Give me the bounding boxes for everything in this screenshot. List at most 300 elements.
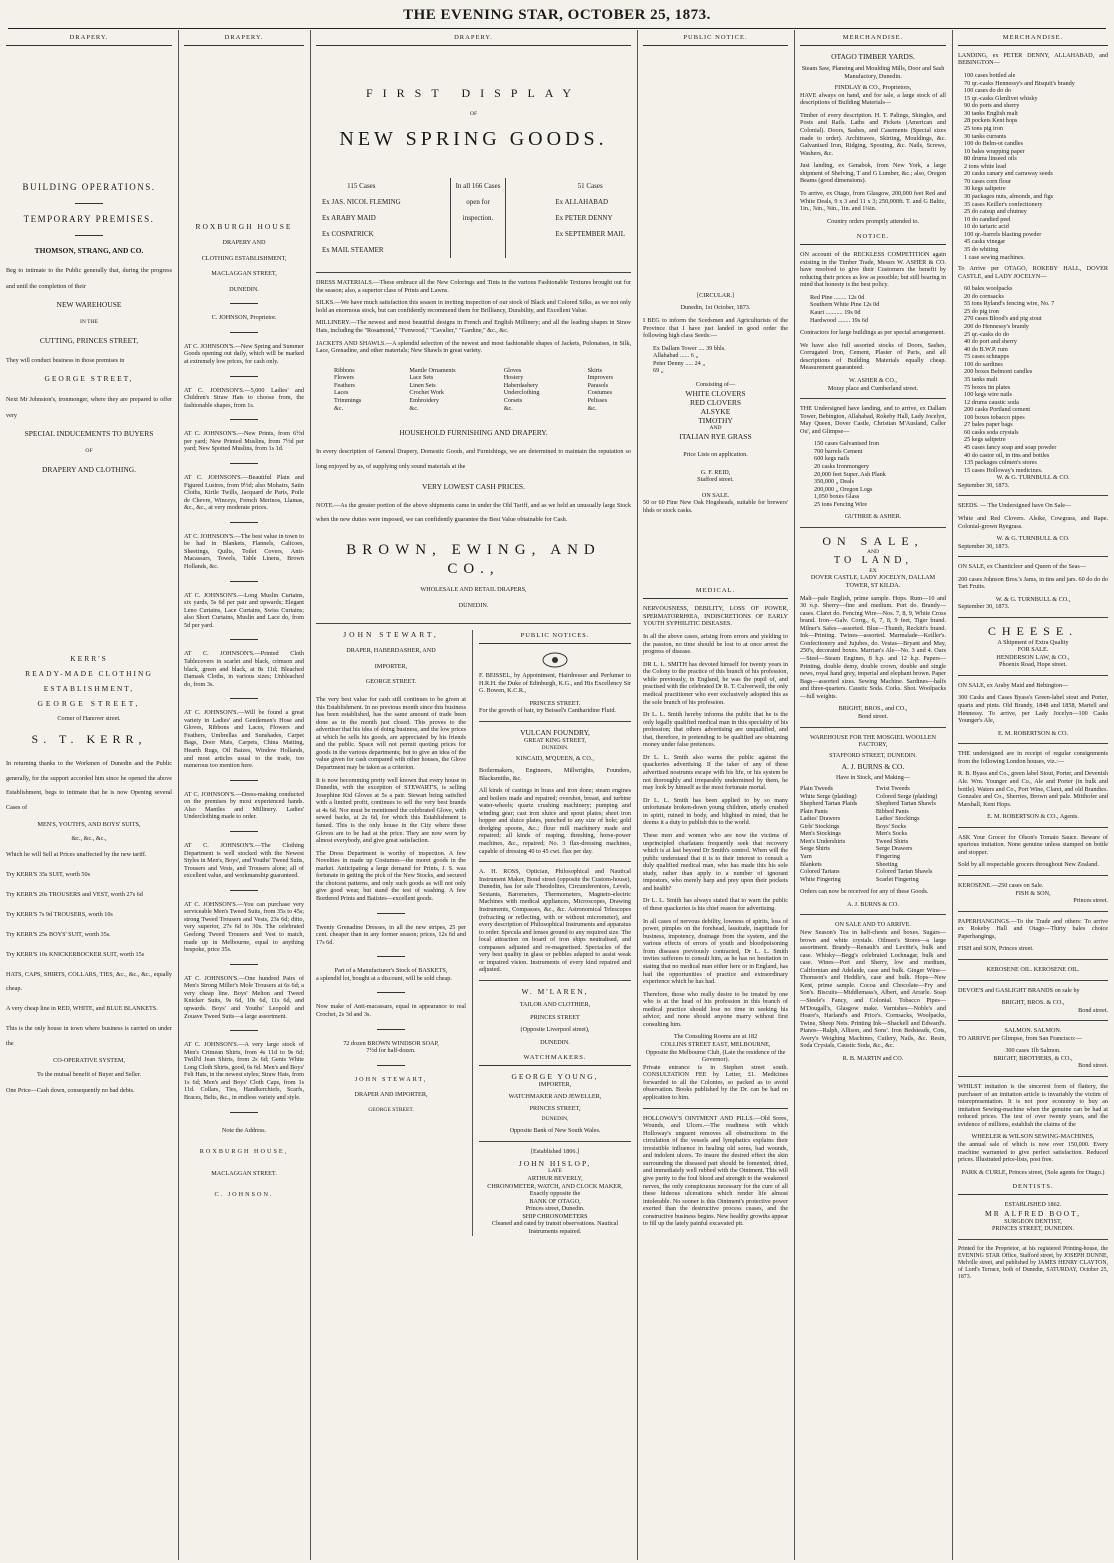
ad-text: Next Mr Johnston's, ironmonger, where they are prepared to offer very <box>6 395 172 419</box>
column-header: DRAPERY. <box>184 32 304 46</box>
firm-name: R. B. MARTIN and CO. <box>842 1054 904 1062</box>
ad-text: AT C. JOHNSON'S.—New Prints, from 6½d per yard; New Printed Muslins, from 7½d per yard; New Spotted Muslins, from 1s 1d. <box>184 430 304 453</box>
ad-text: HAVE always on hand, and for sale, a large stock of all descriptions of Building Materials— <box>800 91 946 107</box>
ad-text: AT C. JOHNSON'S.—One hundred Pairs of Men's Strong Miller's Mole Trousers at 6s 6d; a very cheap line. Boys' Melton and Tweed Knicker Suits, 9s 6d, 10s 6d, 11s 6d, and upwards. Boys' and Youths' Leopold and Zouave Tweed Suits—a large assortment. <box>184 974 304 1020</box>
divider <box>479 721 631 722</box>
ad-text: AT C. JOHNSON'S.—Beautiful Plain and Figured Lustres, from 9½d; also Mohairs, Satin Cloths, Kirtle Twills, Jacquard de Paris, Poile de Chevre, Winceys, French Merinos, Llamas, &c., &c., at very moderate prices. <box>184 473 304 512</box>
ad-text: MILLINERY.—The newest and most beautiful designs in French and English Millinery; and all the leading shapes in Straw Hats, including the "Rosamond," "Fenwood," "Cavalier," "Gardine," &c., &c. <box>316 319 631 335</box>
firm-name: WHEELER & WILSON SEWING-MACHINES, <box>971 1133 1095 1141</box>
ad-heading: LANDING, ex PETER DENNY, ALLAHABAD, and BEBINGTON— <box>958 51 1108 67</box>
woollen-list-col: Twist Tweeds Colored Serge (plaiding) Shepherd Tartan Shawls Bibbed Pants Ladies' Stockings Boys' Socks Men's Socks Tweed Shirts Serge Drawers Fingering Sheeting Colored Tartan Shawls Scarlet Fingering <box>875 784 938 883</box>
divider <box>958 1239 1108 1240</box>
ad-text: Bond street. <box>858 712 888 720</box>
ad-text: SURGEON DENTIST, <box>1004 1217 1062 1225</box>
column-4 <box>643 32 788 1558</box>
ad-text: Opposite the Melbourne Club, (Late the residence of the Governor). <box>645 1048 786 1064</box>
ad-heading: To Arrive per OTAGO, ROKEBY HALL, DOVER CASTLE, and LADY JOCELYN— <box>958 265 1108 280</box>
ad-text: Opposite Bank of New South Wales. <box>509 1126 601 1134</box>
firm-name: W. & G. TURNBULL & CO. <box>996 474 1070 482</box>
firm-name: W. M'LAREN, <box>521 987 589 997</box>
seed-list: Ex Dallam Tower .... 39 bhls. Allahabad ...... 6 „ Peter Denny ..... 24 „ 69 „ <box>653 344 726 375</box>
divider <box>230 419 258 420</box>
ad-heading: KEROSENE OIL. KEROSENE OIL. <box>986 965 1080 973</box>
divider <box>958 980 1108 981</box>
firm-name: BRIGHT, BROS., and CO., <box>838 705 908 713</box>
ad-text: AT C. JOHNSON'S.—Printed Cloth Tablecovers in scarlet and black, crimson and black, green and black, at 8s 11d; Bleached Damask Cloths, in various sizes; Unbleached do, from 3s. <box>184 650 304 688</box>
ad-text: Bond street. <box>1078 1006 1108 1014</box>
divider <box>230 303 258 304</box>
firm-name: W. & G. TURNBULL & CO. <box>996 535 1070 543</box>
firm-name: GUTHRIE & ASHER. <box>844 513 902 521</box>
divider <box>230 332 258 333</box>
ad-heading: TEMPORARY PREMISES. <box>23 213 155 224</box>
divider <box>377 913 405 914</box>
divider <box>230 1030 258 1031</box>
divider <box>75 235 103 236</box>
ad-text: STAFFORD STREET, DUNEDIN. <box>829 751 917 759</box>
ad-text: DRAPERY AND CLOTHING. <box>41 464 137 474</box>
ad-text: R. B. Byass and Co., green label Stout, Porter, and Devenish Ale. Wm. Younger and Co., Ale and Porter (in bulk and bottle). Waters and Co., Port Wine, Claret, and old Brandies. Gonzalez and Co., Sherries, Brown and pale. Mitthofer and Marshall, Kent Hops. <box>958 770 1108 808</box>
ad-text: DUNEDIN. <box>540 1038 570 1046</box>
ad-text: RED CLOVERS <box>689 397 742 407</box>
divider <box>230 639 258 640</box>
divider <box>230 831 258 832</box>
ad-text: AT C. JOHNSON'S.—You can purchase very serviceable Men's Tweed Suits, from 35s to 45s; strong Tweed Trousers and Vests, 23s 6d; ditto, very superior, 27s 6d to 30s. The celebrated Geelong Tweed Trousers and Vest to match, made up in Melbourne, equal to anything bespoke, price 35s. <box>184 900 304 954</box>
firm-name: BRIGHT, BROS. & CO., <box>1001 999 1065 1007</box>
divider <box>230 964 258 965</box>
ad-text: AT C. JOHNSON'S.—The best value in town to be had in Blankets, Flannels, Calicoes, Sheetings, Quilts, Toilet Covers, Anti-Macassars, Towels, Table Linens, Brown Hollands, &c. <box>184 532 304 570</box>
ad-text: Moray place and Cumberland street. <box>827 384 919 392</box>
ad-text: Phoenix Road, Hope street. <box>999 661 1067 669</box>
ad-text: In returning thanks to the Workmen of Dunedin and the Public generally, for the support accorded him since he opened the above Establishment, begs to intimate that he is now Opening several Cases of <box>6 759 172 812</box>
column-header: MERCHANDISE. <box>800 32 946 46</box>
ad-text: In all the above cases, arising from errors and yielding to the passion, no time should be lost to at once arrest the progress of disease. <box>643 633 788 656</box>
ad-text: Consisting of— <box>695 380 736 388</box>
divider <box>316 623 631 624</box>
ad-text: A Shipment of Extra Quality <box>997 638 1069 646</box>
ad-text: 72 dozen BROWN WINDSOR SOAP, <box>343 1039 439 1047</box>
ad-text: Bond street. <box>1078 1062 1108 1070</box>
ad-text: Try KERR'S 7s 9d TROUSERS, worth 10s <box>6 910 113 918</box>
divider <box>230 376 258 377</box>
ad-text: [CIRCULAR.] <box>697 291 734 299</box>
column-rule <box>952 30 953 1560</box>
public-notices <box>479 630 631 1235</box>
ad-text: Note the Address. <box>221 1126 267 1134</box>
ad-text: TIMOTHY <box>698 415 733 425</box>
ad-heading: WAREHOUSE FOR THE MOSGIEL WOOLLEN FACTORY, <box>809 733 937 749</box>
column-5 <box>800 32 946 1558</box>
goods-list: 100 cases bottled ale 70 qr.-casks Hennessy's and Bisquit's brandy 100 cases do do do 15 qr.-casks Glenlivet whisky 90 do ports and sherry 30 tanks English malt 28 pockets Kent hops 25 tons pig iron 30 tanks currants 100 do Belm-ot candles 10 bales wrapping paper 80 drums linseed oils 2 tons white lead 20 casks canary and carraway seeds 70 cases corn flour 30 kegs saltpetre 30 packages nuts, almonds, and figs 35 cases Keiller's confectionery 25 do catsup and chutney 10 do candied peel 10 do tartaric acid 100 qr.-barrels blasting powder 45 casks vinegar 35 do whiting 1 case sewing machines. <box>964 72 1075 261</box>
ad-text: Twenty Grenadine Dresses, in all the new stripes, 25 per cent. cheaper than in any former season; prices, 12s 6d and 17s 6d. <box>316 923 466 946</box>
ad-text: DRAPER AND IMPORTER, <box>354 1091 428 1099</box>
divider <box>958 959 1108 960</box>
shipment-line: Ex MAIL STEAMER <box>322 246 384 255</box>
ad-text: In every description of General Drapery, Domestic Goods, and Furnishings, we are determined to maintain the reputation so long enjoyed by us, of supplying only sound materials at the <box>316 448 631 470</box>
ad-text: ROXBURGH HOUSE, <box>199 1148 289 1156</box>
ad-text: TAILOR AND CLOTHIER, <box>519 1001 591 1009</box>
firm-name: ROXBURGH HOUSE <box>195 221 293 231</box>
ad-text: G. F. REID, <box>700 468 731 476</box>
ad-text: GEORGE STREET, <box>44 374 134 384</box>
ad-text: Boilermakers, Engineers, Millwrights, Founders, Blacksmiths, &c. <box>479 766 631 782</box>
ad-text: DUNEDIN. <box>229 285 259 293</box>
firm-name: W. ASHER & CO., <box>849 376 897 384</box>
ad-text: Malt—pale English, prime sample. Hops. Rum—10 and 30 o.p. Sherry—fine and medium. Port do. Brandy—cases. Claret do. Fencing Wire—Nos. 7, 8, 9, White Cross brand. Iron—Galv. Corrg., 6, 7, 8, 9 feet, Tiger brand. Milner's Safes—assorted. Blue—Thumb, Reckitt's brand. Ink—Printing. Twines—assorted. Marmalade—Keiller's. Confectionery and Jujubes, do. Vestas—Bryant and May, 250's, decorated boxes. Marrian's Ale—No. 3 and 4. Oars—Steel—Steam Engines, 8 h.p. and 12 h.p. Papers—Printing, double demy, double crown, double and single news, royal hand grey, imperial and elephant brown. Paper Bags—assorted sizes. Sewing Machine. Sardines—halfs and three-quarters. Caustic Soda. Corks. Shot. Woolpacks—full weights. <box>800 594 946 700</box>
ad-text: FINDLAY & CO., Proprietors, <box>834 84 912 92</box>
ad-text: Princes street, Dunedin. <box>525 1205 585 1213</box>
ad-text: Try KERR'S 25s BOYS' SUIT, worth 35s. <box>6 930 111 938</box>
ad-heading: ON SALE, <box>822 533 924 548</box>
ad-heading: KERR'S <box>70 653 108 663</box>
firm-name: HENDERSON LAW, & CO., <box>996 653 1070 661</box>
ad-text: NOTE.—As the greater portion of the above shipments came in under the Old Tariff, and as we held an unusually large Stock when the new duties were imposed, we can confidently guarantee the Best Value obtainable for Cash. <box>316 501 631 524</box>
ad-text: the annual sale of which is now over 150,000. Every machine warranted to give perfect satisfaction. Reduced prices. Illustrated price-lists, post free. <box>958 1140 1108 1164</box>
ad-text: 7½d for half-dozen. <box>366 1047 416 1055</box>
firm-name: S. T. KERR, <box>31 732 147 747</box>
ad-text: A very cheap line in RED, WHITE, and BLUE BLANKETS. <box>6 1005 158 1013</box>
ad-text: Dr L. L. Smith hereby informs the public that he is the only legally qualified medical man in this speciality of his profession; that others advertising are unqualified, and that, therefore, in pretending to be qualified are obtaining money under false pretences. <box>643 711 788 749</box>
ad-text: DRAPERY AND <box>222 239 266 247</box>
ad-text: Now make of Anti-macassars, equal in appearance to real Crochet, 2s 3d and 3s. <box>316 1003 466 1018</box>
divider <box>958 617 1108 618</box>
divider <box>377 992 405 993</box>
ad-text: IN THE <box>79 319 99 326</box>
ad-heading: GEORGE STREET, <box>37 699 141 709</box>
ad-text: HOLLOWAY'S OINTMENT AND PILLS.—Old Sores, Wounds, and Ulcers.—The readiness with which Holloway's unguent removes all obstructions in the circulation of the vessels and lymphatics explains their irresistible influence in healing old sores, bad wounds, and indolent ulcers. To insure the desired effect the skin surrounding the diseased part should be fomented, dried, and immediately well rubbed with the Ointment. This will give purity to the foul blood and strength to the weakened nerves, the only conspicuous necessary for the cure of all these hideous ulcerations which render life almost intolerable. No sooner is this Ointment's protective power exerted than the destructive process ceases, and the constructive business begins. New healthy growths appear to fill up the lately painful excavated pit. <box>643 1114 788 1228</box>
ad-text: Corner of Hanover street. <box>57 714 121 722</box>
ad-text: Exactly opposite the <box>529 1190 581 1198</box>
ad-heading: DEVOE'S and GASLIGHT BRANDS on sale by <box>958 986 1080 994</box>
ad-text: Sold by all respectable grocers throughout New Zealand. <box>958 861 1099 869</box>
ad-text: Part of a Manufacturer's Stock of BASKETS, <box>334 967 448 975</box>
ad-text: PAPERHANGINGS.—To the Trade and others: To arrive ex Rokeby Hall and Otago—Thirty bales choice Paperhangings, <box>958 917 1108 940</box>
ad-text: New Season's Tea in half-chests and boxes. Sugars—brown and white crystals. Oilmen's Stores—a large assortment. Brandy—Renault's and Levitte's, bulk and case. Whisky—Begg's celebrated Lochnagar, bulk and case. Wines—Port and Sherry, low and medium, Californian and Adelaide, case and bulk. Ginger Wine—Thomson's and Heddle's, case and bulk. Hops—New Kent, prime sample. Cocoa and Chocolate—Fry and Son's. Biscuits—Middlemass's, Albert, and Arrarle. Soap—Steele's Fancy, and Colonial. Tobacco Pipes—M'Dougall's, Glasgow make. Varnishes—Noble's and Hoare's, Harland's and Price's. Cornsacks, Woolpacks, Twine, Sheep Nets. Printing Ink—Shackell and Edward's. Pianos—Ralph, Allison, and Sons'. Iron Bedsteads, Cots, Avery's Weighing Machines, Cutlery, Nails, &c. Resin, Soda Crystals, Caustic Soda, &c., &c. <box>800 928 946 1050</box>
ad-date: September 30, 1873. <box>958 481 1010 489</box>
divider <box>377 1065 405 1066</box>
ad-text: DRAPER, HABERDASHER, AND <box>346 647 436 655</box>
ad-text: NEW WAREHOUSE <box>56 300 122 310</box>
goods-list-col: Mantle Ornaments Lace Sets Linen Sets Crochet Work Embroidery &c. <box>409 366 456 412</box>
column-header: PUBLIC NOTICE. <box>643 32 788 46</box>
ad-text: ASK Your Grocer for Olson's Tomato Sauce. Beware of spurious imitation. None genuine unless stamped on bottle and stopper. <box>958 833 1108 856</box>
ad-text: AT C. JOHNSON'S.—Will be found a great variety in Ladies' and Gentlemen's Hose and Gloves, Ribbons and Laces, Flowers and Feathers, Umbrellas and Sunshades, Carpet Bags, Door Mats, Carpets, China Matting, Hearth Rugs, Oil Baizes, Window Hollands, and most articles usual to the trade, too numerous too mention here. <box>184 709 304 770</box>
ad-text: One Price—Cash down, consequently no bad debts. <box>6 1087 135 1095</box>
ad-text: CLOTHING ESTABLISHMENT, <box>201 254 287 262</box>
ad-text: Country orders promptly attended to. <box>827 217 919 225</box>
ad-text: C. JOHNSON. <box>214 1191 274 1199</box>
ad-text: AT C. JOHNSON'S.—New Spring and Summer Goods opening out daily, which will be marked at extremely low prices, for cash only. <box>184 342 304 365</box>
divider <box>958 675 1108 676</box>
ad-text: It is now becomming pretty well known that every house in Dunedin, with the exception of STEWART'S, is selling Josephine Kid Gloves at 5s a pair. Stewart being satisfied with a limited profit, continues to sell the very best brands at 4s 6d. Nor must be mentioned the celebrated Glove, with sewed backs, at 2s 6d, for which this Establishment is famed. This is the only house in the City where these Gloves are to be had at the price. They are now worn by almost everybody, and give great satisfaction. <box>316 776 466 845</box>
divider <box>958 1076 1108 1077</box>
price-list: Red Pine ........ 12s 0d Southern White Pine 12s 0d Kauri ........... 19s 0d Hardwood ........ 19s 6d <box>810 293 880 324</box>
ad-text: We have also full assorted stocks of Doors, Sashes, Corrugated Iron, Cement, Plaster of Paris, and all descriptions of Building Materials equally cheap. Measurement guaranteed. <box>800 341 946 372</box>
ad-text: AND <box>866 548 880 555</box>
ad-heading: FIRST DISPLAY <box>365 85 582 100</box>
divider <box>75 203 103 204</box>
ad-text: THE Undersigned have landing, and to arrive, ex Dallam Tower, Bebington, Allahabad, Rokeby Hall, Lady Jocelyn, May Queen, Dover Castle, Christian M'Ausland, Caller Ou', and Glimpse— <box>800 405 946 435</box>
firm-name: FISH & SON, <box>1015 889 1051 897</box>
ad-text: Private entrance is in Stephen street south. CONSULTATION FEE by Letter, £1. Medicines forwarded to all the Colonies, so packed as to avoid observation. Books published by the Dr. can be had on application to him. <box>643 1063 788 1101</box>
ad-text: DUNEDIN. <box>541 744 569 751</box>
cases-right <box>555 178 625 258</box>
ad-text: White and Red Clovers. Alsike, Cowgrass, and Rape. Colonial-grown Ryegrass. <box>958 514 1108 530</box>
ad-text: AT C. JOHNSON'S.—A very large stock of Men's Crimean Shirts, from 4s 11d to 9s 6d; Twill'd Jean Shirts, from 2s 6d; Gents White Long Cloth Shirts, good, 6s 6d. Men's and Boys' Felt Hats, in the newest styles; Straw Hats, from 1s 6d; Men's and Boys' Cloth Caps, from 1s 11d. Collars, Ties, Handkerchiefs, Scarfs, Braces, Belts, &c., in endless variety and style. <box>184 1041 304 1101</box>
ad-text: Try KERR'S 10s KNICKERBOCKER SUIT, worth 15s <box>6 950 145 958</box>
ad-text: For the growth of hair, try Beissel's Cantharidine Fluid. <box>479 707 616 715</box>
section-header: MEDICAL. <box>643 585 788 599</box>
shipment-line: Ex ARABY MAID <box>322 213 376 222</box>
ad-text: Dr L. L. Smith has always stated that to warn the public of these quackeries is his chief reason for advertising. <box>643 897 788 913</box>
goods-list-col: Ribbons Flowers Feathers Laces Trimmings &c. <box>334 366 362 412</box>
firm-name: A. J. BURNS & CO. <box>847 900 899 908</box>
ad-text: DRESS MATERIALS.—These embrace all the New Colorings and Tints in the various Fashionable Textures brought out for the season; also, a superior class of Prints and Lawns. <box>316 279 631 294</box>
ad-text: Steam Saw, Planeing and Moulding Mills, Door and Sash Manufactory, Dunedin. <box>801 65 945 80</box>
shipment-table <box>322 178 625 258</box>
goods-list: 60 bales woolpacks 20 do cornsacks 55 tons Ryland's fencing wire, No. 7 25 do pig iron 270 cases Blood's and pig stout 200 do Hennessy's brandy 25 qr.-casks do do 40 do port and sherry 40 do B.W.P. rum 75 cases schnapps 100 do sardines 200 boxes Belmont candles 35 tanks malt 75 boxes tin plates 100 kegs wire nails 12 drums caustic soda 200 casks Portland cement 100 boxes tobacco pipes 27 bales paper bags 60 casks soda crystals 25 kegs saltpetre 45 cases fancy soap and soap powder 40 do castor oil, in tins and bottles 135 packages colmen's stores 15 cases Holloway's medicines. <box>964 285 1057 474</box>
goods-list <box>334 367 613 412</box>
ad-heading: SEEDS. — The Undersigned have On Sale— <box>958 502 1072 510</box>
ad-text: The very best value for cash still continues to be given at this Establishment. In no previous month since this business has been established, has the same amount of trade been done as in the month just closed. This proves to the advertiser that his idea of doing business, and the low prices at which he sells his goods, are appreciated by his friends and the public. Space will not permit quoting prices for goods in the various departments; but to give an idea of the value given for cash compared with other houses, the Glove Department may be taken as a criterion. <box>316 695 466 772</box>
ad-text: Dr L. L. Smith also warns the public against the quackeries advertising. If the taker of any of these advertised nostrums escape with his life, or his system be not thoroughly and irreparably undermined by them, he may look by himself as the most fortunate mortal. <box>643 753 788 792</box>
ad-heading: NEW SPRING GOODS. <box>339 128 608 151</box>
firm-name: THOMSON, STRANG, AND CO. <box>34 245 144 255</box>
ad-text: Try KERR'S 35s SUIT, worth 50s <box>6 871 90 879</box>
firm-name: A. J. BURNS & CO. <box>841 762 905 772</box>
ad-text: GREAT KING STREET, <box>523 737 587 745</box>
ad-heading: OTAGO TIMBER YARDS. <box>831 51 915 61</box>
ad-text: F. BEISSEL, by Appointment, Hairdresser and Perfumer to H.R.H. the Duke of Edinburgh, K.G., and His Excellency Sir G. Bowen, K.C.R., <box>479 672 631 695</box>
ad-text: PRINCES STREET, DUNEDIN. <box>991 1225 1075 1233</box>
ad-text: Which he will Sell at Prices unaffected by the new tariff. <box>6 851 147 859</box>
ad-text: Just landing, ex Genabok, from New York, a large shipment of Shelving, T and G Lumber, &c.; also, Oregon Beams (good dimensions). <box>800 162 946 185</box>
ad-text: HATS, CAPS, SHIRTS, COLLARS, TIES, &c., &c., &c., equally cheap. <box>6 970 172 993</box>
firm-name: BRIGHT, BROTHERS, & CO., <box>993 1054 1073 1062</box>
divider <box>479 861 631 862</box>
ad-text: PRINCES STREET, <box>529 1104 581 1112</box>
ad-text: CHRONOMETER, WATCH, AND CLOCK MAKER, <box>487 1182 623 1190</box>
ad-text: PRINCES STREET. <box>529 699 581 707</box>
ad-text: These men and women who are now the victims of unprincipled charlatans frequently seek that recovery which is at last beyond Dr Smith's control. When will the public understand that it is to their interest to consult a duly qualified medical man, who has made this his sole study, rather than apply to a number of ignorant impostors, who merely harp and prey upon their pockets and health? <box>643 831 788 892</box>
ad-text: GEORGE STREET. <box>365 678 417 686</box>
ad-text: C. JOHNSON, Proprietor. <box>211 314 277 322</box>
ad-text: 200 cases Johnson Bros.'s Jams, in tins and jars. 60 do do do Tart Fruits. <box>958 575 1108 591</box>
divider <box>230 522 258 523</box>
ad-text: DOVER CASTLE, LADY JOCELYN, DALLAM TOWER, ST KILDA. <box>810 574 936 589</box>
ad-text: WHILST imitation is the sincerest form of flattery, the purchaser of an imitation article is invariably the victim of misrepresentation. It is not poor economy to buy an imitation Sewing-machine when the genuine can be had at reduced prices. The test of over twenty years, and the evidence of millions, establish the claims of the <box>958 1083 1108 1128</box>
ad-text: MACLAGGAN STREET, <box>211 270 277 278</box>
john-stewart-ad <box>316 630 466 1235</box>
divider <box>958 911 1108 912</box>
firm-name: W. & G. TURNBULL & CO., <box>995 595 1071 603</box>
firm-name: JOHN HISLOP, <box>518 1159 592 1169</box>
ad-date: September 30, 1873. <box>958 603 1010 611</box>
ad-text: SILKS.—We have much satisfaction this season in inviting inspection of our stock of Black and Colored Silks, as we not only hold an enormous stock, but can confidently recommend them for Brilliancy, Durability, and Excellent Value. <box>316 299 631 314</box>
ad-heading: BUILDING OPERATIONS. <box>22 181 156 192</box>
divider <box>479 980 631 981</box>
ad-text: Cleaned and rated by transit observations. Nautical Instruments repaired. <box>491 1220 619 1235</box>
ad-text: Try KERR'S 20s TROUSERS and VEST, worth 27s 6d <box>6 891 143 899</box>
ad-text: &c., &c., &c., <box>71 834 107 842</box>
divider <box>958 495 1108 496</box>
divider <box>800 727 946 728</box>
column-1 <box>6 32 172 1558</box>
shipment-line: 51 Cases <box>577 181 603 190</box>
ad-text: LATE <box>548 1168 562 1175</box>
ad-text: AND <box>709 425 722 432</box>
ad-heading: TO LAND, <box>834 555 912 567</box>
ad-text: BANK OF OTAGO, <box>529 1197 581 1205</box>
column-2 <box>184 32 304 1558</box>
divider <box>230 1112 258 1113</box>
shipment-line: Ex SEPTEMBER MAIL <box>555 230 625 239</box>
ad-text: DUNEDIN, <box>541 1116 569 1123</box>
inner-rule <box>472 630 473 1235</box>
column-rule <box>310 30 311 1560</box>
ad-text: WHITE CLOVERS <box>685 388 746 398</box>
ad-text: A. H. ROSS, Optician, Philosophical and Nautical Instrument Maker, Bond street (opposite the Custom-house), Dunedin, has for sale Theodolites, Circumferentors, Levels, Sextants, Barometers, Thermometers, Magneto-electric Machines with medical appliances, Microscopes, Drawing Instruments, Compasses, &c., &c. Astronomical Telescopes (refracting or reflecting, with or without micrometer), and every description of Philosophical Instruments and apparatus to order. Specula and lenses ground to any required size. The local attraction on board of iron ships neutralised, and compasses adjusted and re-magnetised. Spectacles of the very best quality in glass or pebbles adapted to assist weak or impaired vision. Instruments of every kind repaired and adjusted. <box>479 868 631 974</box>
ad-heading: ON SALE AND TO ARRIVE. <box>835 921 911 929</box>
ad-text: a splendid lot, bought at a discount, will be sold cheap. <box>316 974 452 982</box>
column-rule <box>794 30 795 1560</box>
ad-text: AT C. JOHNSON'S.—Dress-making conducted on the premises by most experienced hands. Also Mantles and Millinery. Ladies' Underclothing made to order. <box>184 790 304 821</box>
divider <box>377 956 405 957</box>
firm-name: JOHN STEWART, <box>343 630 439 640</box>
firm-name: BROWN, EWING, AND CO., <box>346 542 601 577</box>
woollen-list <box>800 785 946 883</box>
ad-text: OF <box>469 110 478 117</box>
ad-text: Stafford street. <box>697 476 734 484</box>
divider <box>800 398 946 399</box>
firm-name: MR ALFRED BOOT, <box>985 1208 1081 1218</box>
ad-text: ITALIAN RYE GRASS <box>679 431 752 441</box>
ad-text: To the mutual benefit of Buyer and Seller. <box>36 1070 142 1078</box>
ad-text: GEORGE STREET. <box>368 1106 414 1113</box>
ad-heading: ON SALE, ex Araby Maid and Bebington— <box>958 681 1069 689</box>
ad-heading: HOUSEHOLD FURNISHING AND DRAPERY. <box>399 428 548 438</box>
ad-heading: CHEESE. <box>987 624 1079 639</box>
cases-mid: In all 166 Cases open for inspection. <box>450 178 506 258</box>
ad-heading: ON SALE, ex Chanticleer and Queen of the Seas— <box>958 563 1087 571</box>
ad-text: MEN'S, YOUTH'S, AND BOYS' SUITS, <box>37 821 141 829</box>
divider <box>643 1108 788 1109</box>
shipment-line: Ex PETER DENNY <box>555 213 613 222</box>
ad-text: SHIP CHRONOMETERS <box>522 1212 588 1220</box>
ad-text: PARK & CURLE, Princes street, (Sole agents for Otago.) <box>961 1168 1105 1176</box>
ad-text: The Dress Department is worthy of inspection. A few Novelties in made up Costumes—the moret goods in the market. Anticipating a large demand for Prints, J. S. was fortunate in getting the pick of the New Stocks, and secured the choicest patterns, and only such goods as will not only give good wear, but stand the test of washing. A few Bordered Prints and Batistes—excellent goods. <box>316 849 466 903</box>
ad-text: 300 Casks and Cases Byass's Green-label stout and Porter, quarts and pints. Old Brandy, 1848 and 1858, Martell and Hennessy. To arrive, per Lady Jocelyn—100 Casks Younger's Ale, <box>958 694 1108 725</box>
ad-text: SPECIAL INDUCEMENTS TO BUYERS <box>24 428 154 438</box>
ad-text: ARTHUR BEVERLY, <box>527 1175 583 1183</box>
column-rule <box>637 30 638 1560</box>
column-3 <box>316 32 631 1558</box>
divider <box>958 875 1108 876</box>
divider <box>958 743 1108 744</box>
ad-heading: KEROSENE.—250 cases on Sale. <box>958 882 1044 890</box>
section-header: DENTISTS. <box>958 1181 1108 1195</box>
shipment-line: Ex JAS. NICOL FLEMING <box>322 197 401 206</box>
ad-text: ON account of the RECKLESS COMPETITION again existing in the Timber Trade, Messrs W. ASHER & CO. have resolved to give their Customers the benefit by reducing their prices as low as possible; but still bearing in mind that honesty is the best policy. <box>800 251 946 289</box>
divider <box>958 556 1108 557</box>
ad-text: PRINCES STREET <box>530 1013 580 1021</box>
divider <box>377 1029 405 1030</box>
firm-name: VULCAN FOUNDRY, <box>520 727 590 737</box>
ad-text: Beg to intimate to the Public generally that, during the progress and until the completion of their <box>6 267 172 291</box>
ad-text: All kinds of castings in brass and iron done; steam engines and boilers made and repaired; overshot, breast, and turbine water-wheels; quartz crushing machinery; pumping and winding gear; cast iron sluice and spout plates; sheet iron hopper and sluice plates, punched to any size of hole; gold dredging spoons, &c.; flour mill machinery made and repaired; all kinds of reaping, threshing, horse-power machines, &c., repaired; No. 3 flax-dressing machines, capable of dressing 40 to 45 cwt. flax per day. <box>479 787 631 855</box>
ad-text: I BEG to inform the Scedsmen and Agriculturists of the Province that I have just landed in good order the following high class Seeds:— <box>643 317 788 340</box>
ad-text: FOR SALE. <box>1017 646 1049 654</box>
divider <box>958 827 1108 828</box>
column-6 <box>958 32 1108 1558</box>
shipment-line: 115 Cases <box>347 181 376 190</box>
column-rule <box>178 30 179 1560</box>
goods-list: 150 cases Galvanised Iron 700 barrels Cement 600 kegs nails 20 casks Ironmongery 20,000 feet Super. Ash Plank 350,000 „ Deals 200,000 „ Oregon Logs 1,050 boxes Glass 25 tons Fencing Wire <box>814 440 886 508</box>
divider <box>479 1141 631 1142</box>
ad-text: ESTABLISHED 1862. <box>1004 1201 1062 1209</box>
shipment-line: Ex ALLAHABAD <box>555 197 609 206</box>
ad-text: COLLINS STREET EAST, MELBOURNE, <box>660 1041 771 1049</box>
ad-text: JACKETS AND SHAWLS.—A splendid selection of the newest and most fashionable shapes of Jackets, Polonaises, in Silk, Lace, Grenadine, and other materials; New Shawls in great variety. <box>316 339 631 355</box>
divider <box>316 272 631 273</box>
ad-heading: VERY LOWEST CASH PRICES. <box>422 481 525 491</box>
ad-text: They will conduct business in those premises in <box>6 357 125 365</box>
royal-arms-icon <box>540 650 570 668</box>
ad-text: To arrive, ex Otago, from Glasgow, 200,000 feet Red and White Deals, 9 x 3 and 11 x 3; 250,000ft. T. and G Baltic, 1in., ⅞in., ⅝in., 1in. and 1⅛in. <box>800 189 946 213</box>
ad-text: OF <box>85 448 93 454</box>
woollen-list-col: Plain Tweeds White Serge (plaiding) Shepherd Tartan Plaids Plain Pants Ladies' Drawers Girls' Stockings Men's Stockings Men's Undershirts Serge Shirts Yarn Blankets Colored Tartans White Fingering <box>800 784 858 883</box>
column-header: DRAPERY. <box>316 32 631 46</box>
cases-left <box>322 178 401 258</box>
column-header: MERCHANDISE. <box>958 32 1108 46</box>
ad-text: CO-OPERATIVE SYSTEM, <box>53 1056 125 1064</box>
ad-text: Price Lists on application. <box>683 451 748 459</box>
goods-list-col: Skirts Improvers Parasols Costumes Pelisses &c. <box>587 366 613 412</box>
ad-text: Orders can now be received for any of these Goods. <box>800 888 929 896</box>
divider <box>230 463 258 464</box>
ad-heading: NERVOUSNESS, DEBILITY, LOSS OF POWER, SPERMATORRHŒA, INDISCRETIONS OF EARLY YOUTH SYPHILITIC DISEASES. <box>643 605 788 628</box>
lower-split <box>316 630 631 1235</box>
ad-text: DUNEDIN. <box>458 601 489 609</box>
divider <box>958 1020 1108 1021</box>
ad-text: Timber of every description. H. T. Palings, Shingles, and Posts and Rails. Laths and Pickets (American and Colonial). Doors, Sashes, and Casements (Special sizes made to order). Architraves, Skirting, Mouldings, &c. Galvanised Iron, Ridging, Spouting, &c. Nails, Screws, Washers, &c. <box>800 111 946 157</box>
ad-text: (Opposite Liverpool street), <box>520 1026 590 1034</box>
divider <box>230 581 258 582</box>
column-header: DRAPERY. <box>6 32 172 46</box>
firm-name: GEORGE YOUNG, <box>511 1072 599 1082</box>
ad-text: 300 cases 1lb Salmon. <box>1005 1047 1061 1055</box>
ad-text: IMPORTER, <box>538 1081 572 1089</box>
ad-text: DR L. L. SMITH has devoted himself for twenty years in the Colony to the practice of this branch of his profession, while previously, in England, he was the pupil of, and practised with the celebrated Dr R. T. Culverwell, the only medical practitioner who ever exclusively adopted this as the sole branch of his profession. <box>643 660 788 706</box>
ad-text: JOHN STEWART, <box>354 1075 428 1083</box>
ad-text: [Established 1806.] <box>530 1147 580 1155</box>
section-header: PUBLIC NOTICES. <box>479 630 631 644</box>
divider <box>230 780 258 781</box>
ad-text: Have in Stock, and Making— <box>835 774 911 782</box>
firm-name: E. M. ROBERTSON & CO., Agents. <box>987 813 1079 821</box>
ad-text: Princes street. <box>1073 897 1108 905</box>
section-header: NOTICE. <box>800 231 946 245</box>
ad-text: MACLAGGAN STREET. <box>211 1169 277 1177</box>
section-header: WATCHMAKERS. <box>479 1052 631 1066</box>
ad-text: The Consulting Rooms are at 182 <box>673 1033 758 1041</box>
ad-text: This is the only house in town where business is carried on under the <box>6 1025 172 1048</box>
ad-text: EX <box>869 567 877 574</box>
ad-heading: ON SALE. <box>701 491 730 499</box>
ad-date: September 30, 1873. <box>958 542 1010 550</box>
firm-name: E. M. ROBERTSON & CO. <box>998 729 1068 737</box>
ad-text: WATCHMAKER AND JEWELLER, <box>508 1093 602 1101</box>
